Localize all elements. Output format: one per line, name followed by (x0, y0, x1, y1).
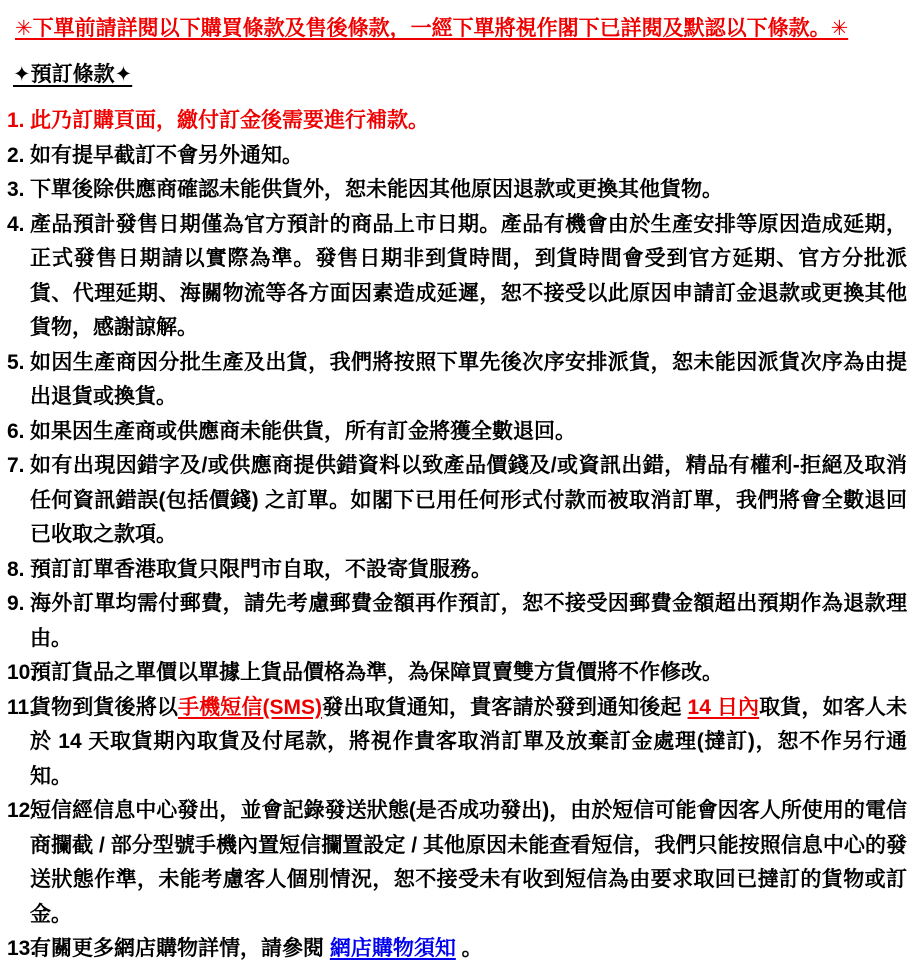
text-segment: 預訂訂單香港取貨只限門市自取，不設寄貨服務。 (30, 557, 492, 581)
term-item (0, 104, 913, 139)
term-number: 1. (7, 109, 25, 132)
term-number: 6. (7, 419, 25, 443)
store-shopping-guide-link[interactable]: 網店購物須知 (329, 937, 456, 960)
term-text (30, 213, 907, 340)
pickup-deadline-highlight: 14 日內 (687, 695, 760, 719)
term-text (30, 109, 429, 132)
term-number: 11. (7, 695, 36, 719)
text-segment: 取貨，如客人未於 14 天取貨期內取貨及付尾款，將視作貴客取消訂單及放棄訂金處理(撻訂)，恕不作另行通知。 (30, 695, 908, 788)
term-number: 13. (7, 937, 37, 960)
text-segment: 產品預計發售日期僅為官方預計的商品上市日期。產品有機會由於生產安排等原因造成延期，正式發售日期請以實際為準。發售日期非到貨時間，到貨時間會受到官方延期、官方分批派貨、代理延期、海關物流等各方面因素造成延遲，恕不接受以此原因申請訂金退款或更換其他貨物，感謝諒解。 (30, 212, 907, 339)
preorder-terms-document (0, 14, 913, 962)
term-item (0, 691, 913, 795)
term-item (0, 794, 913, 932)
text-segment: 預訂貨品之單價以單據上貨品價格為準，為保障買賣雙方貨價將不作修改。 (30, 661, 723, 684)
purchase-notice-header: ✳︎下單前請詳閱以下購買條款及售後條款，一經下單將視作閣下已詳閱及默認以下條款。✳︎ (15, 17, 849, 40)
term-item (0, 656, 913, 691)
text-segment: 。 (455, 937, 483, 960)
term-text (30, 937, 483, 960)
term-text (30, 144, 303, 167)
term-text (30, 799, 907, 926)
term-number: 12. (7, 799, 37, 822)
term-item (0, 587, 913, 656)
term-number: 7. (7, 454, 25, 477)
term-number: 9. (7, 592, 25, 615)
term-item (0, 173, 913, 208)
term-number: 8. (7, 557, 25, 581)
text-segment: 如因生產商因分批生產及出貨，我們將按照下單先後次序安排派貨，恕未能因派貨次序為由提出退貨或換貨。 (30, 350, 907, 408)
term-text (30, 420, 576, 443)
term-item (0, 449, 913, 553)
term-text (30, 592, 907, 650)
term-item (0, 208, 913, 346)
text-segment: 如有提早截訂不會另外通知。 (30, 143, 303, 167)
term-item (0, 932, 913, 967)
term-number: 4. (7, 212, 25, 236)
text-segment: 有關更多網店購物詳情，請參閱 (30, 937, 330, 960)
term-number: 5. (7, 350, 25, 374)
text-segment: 海外訂單均需付郵費，請先考慮郵費金額再作預訂，恕不接受因郵費金額超出預期作為退款理由。 (30, 592, 907, 650)
term-text (30, 351, 907, 409)
term-number: 3. (7, 178, 25, 201)
text-segment: 貨物到貨後將以 (30, 695, 178, 719)
text-segment: 此乃訂購頁面，繳付訂金後需要進行補款。 (30, 109, 429, 132)
terms-list (0, 104, 913, 967)
term-item (0, 139, 913, 174)
text-segment: 如有出現因錯字及/或供應商提供錯資料以致產品價錢及/或資訊出錯，精品有權利-拒絕及取消任何資訊錯誤(包括價錢) 之訂單。如閣下已用任何形式付款而被取消訂單，我們將會全數退回已收取之款項。 (30, 454, 907, 546)
term-number: 2. (7, 143, 25, 167)
text-segment: 如果因生產商或供應商未能供貨，所有訂金將獲全數退回。 (30, 419, 576, 443)
term-item (0, 415, 913, 450)
text-segment: 下單後除供應商確認未能供貨外，恕未能因其他原因退款或更換其他貨物。 (30, 178, 723, 201)
term-text (30, 558, 492, 581)
sms-notice-highlight: 手機短信(SMS) (177, 695, 323, 719)
term-text (30, 696, 907, 788)
text-segment: 發出取貨通知，貴客請於發到通知後起 (322, 695, 688, 719)
term-text (30, 454, 907, 546)
term-text (30, 661, 723, 684)
term-number: 10. (7, 661, 37, 684)
term-text (30, 178, 723, 201)
term-item (0, 346, 913, 415)
term-item (0, 553, 913, 588)
text-segment: 短信經信息中心發出，並會記錄發送狀態(是否成功發出)，由於短信可能會因客人所使用的電信商攔截 / 部分型號手機內置短信攔置設定 / 其他原因未能查看短信，我們只能按照信息中心的發送狀態作準，未能考慮客人個別情況，恕不接受未有收到短信為由要求取回已撻訂的貨物或訂金。 (30, 799, 907, 926)
section-title-preorder-terms: ✦預訂條款✦ (13, 63, 133, 86)
